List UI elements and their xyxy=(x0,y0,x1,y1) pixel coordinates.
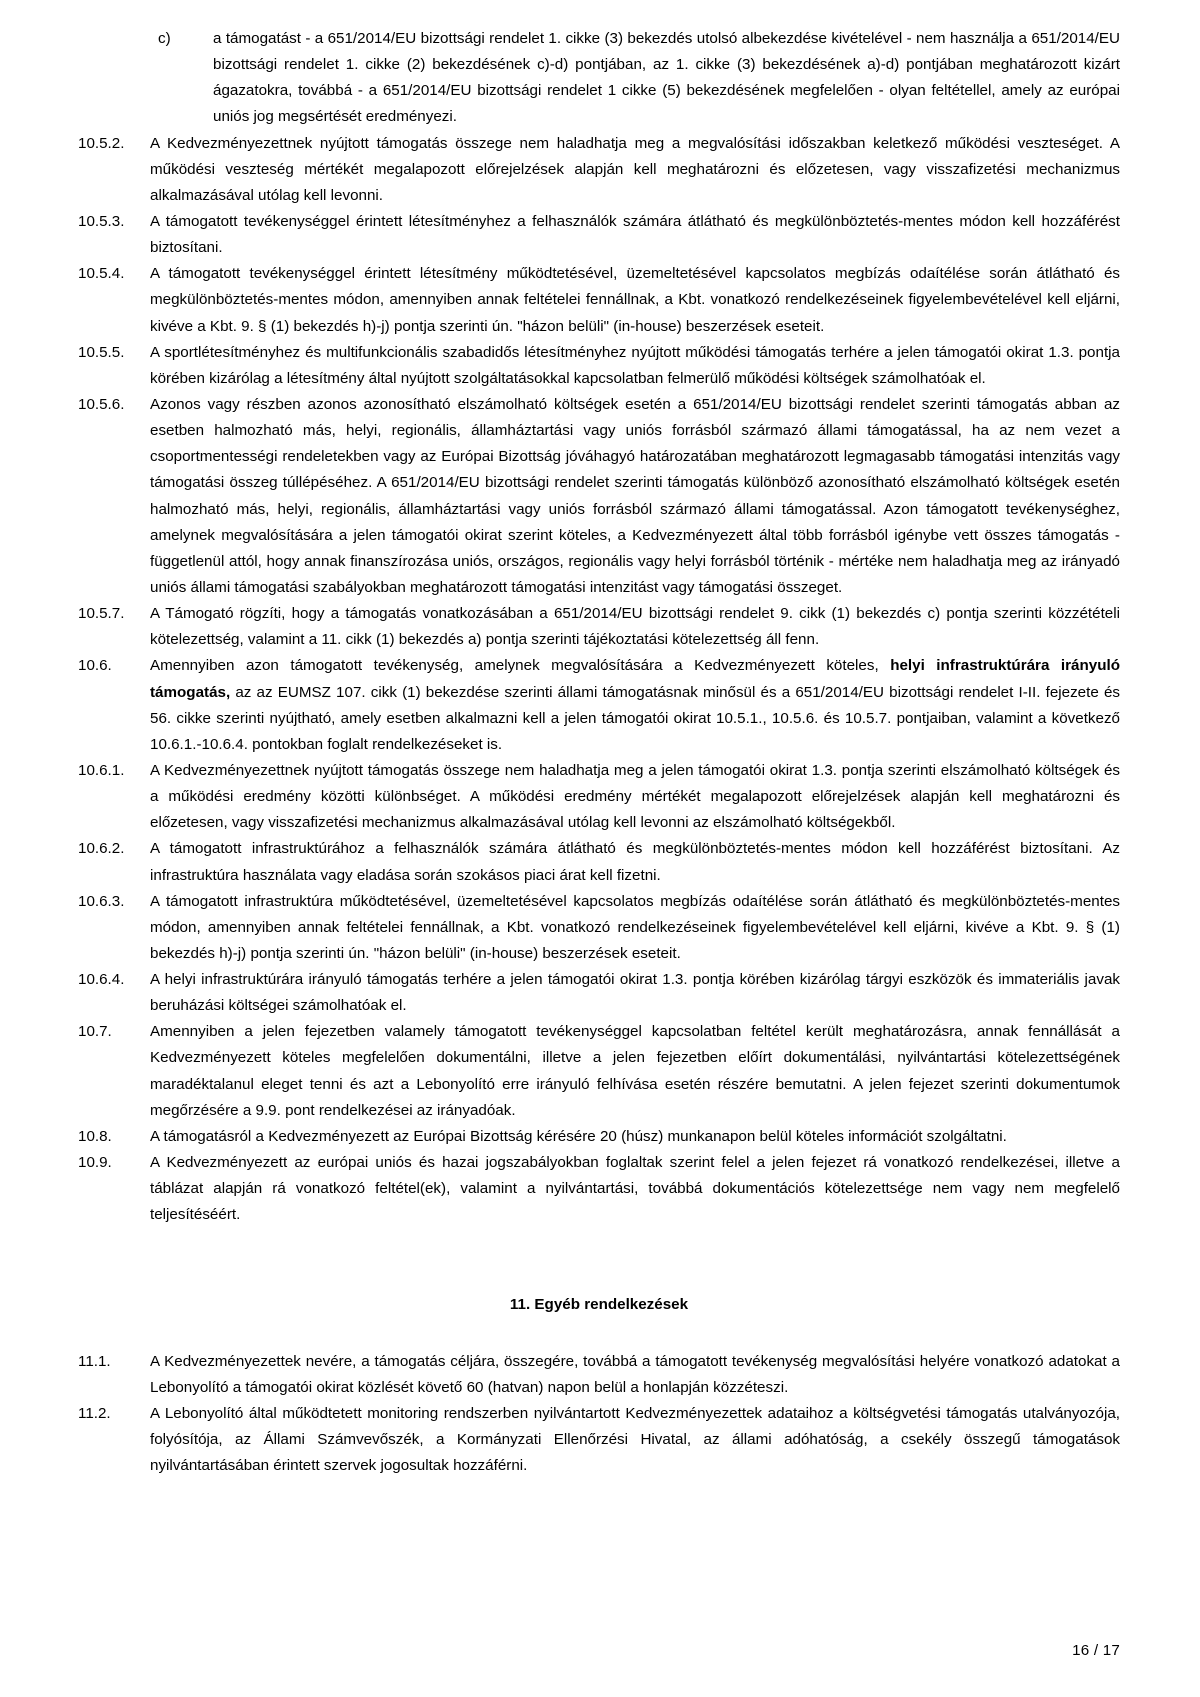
section-heading: 11. Egyéb rendelkezések xyxy=(509,1296,689,1314)
clause-number xyxy=(108,26,158,131)
clause-text: A sportlétesítményhez és multifunkcionális szabadidős létesítményhez nyújtott működési támogatás terhére a jelen támogatói okirat 1.3. pontja körében kizárólag a létesítmény által nyújtott szolgáltatásokkal kapcsolatban felmerülő működési költségek számolhatóak el. xyxy=(150,343,1120,387)
clause-item xyxy=(78,1150,1120,1228)
clause-text: A Kedvezményezett az európai uniós és hazai jogszabályokban foglaltak szerint felel a jelen fejezet rá vonatkozó rendelkezései, illetve a táblázat alapján rá vonatkozó feltétel(ek), valamint a nyilvántartási, továbbá dokumentációs kötelezettsége nem vagy nem megfelelő teljesítéséért. xyxy=(150,1154,1120,1224)
document-body xyxy=(78,26,1120,1479)
clause-number: 10.5.3. xyxy=(78,212,125,230)
clause-text: A támogatott tevékenységgel érintett létesítmény működtetésével, üzemeltetésével kapcsolatos megbízás odaítélése során átlátható és megkülönböztetés-mentes módon, amennyiben annak feltételei fennállnak, a Kbt. vonatkozó rendelkezéseinek figyelembevételével kell eljárni, kivéve a Kbt. 9. § (1) bekezdés h)-j) pontja szerinti ún. "házon belüli" (in-house) beszerzések eseteit. xyxy=(150,265,1120,335)
clause-number: 10.8. xyxy=(78,1127,112,1145)
clause-item xyxy=(78,1124,1120,1150)
clause-text: A Kedvezményezettek nevére, a támogatás céljára, összegére, továbbá a támogatott tevékenység megvalósítási helyére vonatkozó adatokat a Lebonyolító a támogatói okirat közlését követő 60 (hatvan) napon belül a honlapján közzéteszi. xyxy=(150,1352,1120,1396)
clause-item xyxy=(78,1349,1120,1401)
clause-number: 10.5.2. xyxy=(78,134,125,152)
clause-number: 11.2. xyxy=(78,1404,111,1422)
clause-item xyxy=(78,131,1120,209)
clause-item xyxy=(78,340,1120,392)
clause-item xyxy=(78,889,1120,967)
clause-number: 11.1. xyxy=(78,1352,111,1370)
clause-text: Azonos vagy részben azonos azonosítható elszámolható költségek esetén a 651/2014/EU bizottsági rendelet szerinti támogatás abban az esetben halmozható más, helyi, regionális, államháztartási vagy uniós forrásból származó állami támogatással, ha az nem vezet a csoportmentességi rendeletekben vagy az Európai Bizottság jóváhagyó határozatában meghatározott legmagasabb támogatási intenzitás vagy támogatási összeg túllépéséhez. A 651/2014/EU bizottsági rendelet szerinti támogatás különböző azonosítható elszámolható költségek esetén halmozható más, helyi, regionális, államháztartási vagy uniós forrásból származó állami támogatással. Azon támogatott tevékenységhez, amelynek megvalósítására a jelen támogatói okirat szerint köteles, a Kedvezményezett által több forrásból igénybe vett összes támogatás - függetlenül attól, hogy annak finanszírozása uniós, országos, regionális vagy helyi forrásból történik - mértéke nem haladhatja meg az irányadó uniós állami támogatási szabályokban meghatározott támogatási intenzitást vagy támogatási összeget. xyxy=(150,395,1120,596)
clause-number: 10.5.6. xyxy=(78,395,125,413)
clause-number: 10.6.4. xyxy=(78,971,125,989)
clause-number: 10.5.4. xyxy=(78,265,125,283)
clause-item xyxy=(78,758,1120,836)
clause-number: 10.6.3. xyxy=(78,892,125,910)
page-footer: 16 / 17 xyxy=(1072,1642,1120,1659)
clause-item xyxy=(78,209,1120,261)
clause-letter: c) xyxy=(158,30,171,47)
clause-item xyxy=(78,967,1120,1019)
clause-item xyxy=(78,261,1120,339)
clause-item xyxy=(108,26,1120,131)
clause-text: a támogatást - a 651/2014/EU bizottsági rendelet 1. cikke (3) bekezdés utolsó albekezdése kivételével - nem használja a 651/2014/EU bizottsági rendelet 1. cikke (2) bekezdésének c)-d) pontjában, az 1. cikke (3) bekezdésének a)-d) pontjában meghatározott kizárt ágazatokra, továbbá - a 651/2014/EU bizottsági rendelet 1 cikke (5) bekezdésének megfelelően - olyan feltétellel, amely az európai uniós jog megsértését eredményezi. xyxy=(213,30,1120,126)
clause-text: Amennyiben azon támogatott tevékenység, amelynek megvalósítására a Kedvezményezett köteles, helyi infrastruktúrára irányuló támogatás, az az EUMSZ 107. cikk (1) bekezdése szerinti állami támogatásnak minősül és a 651/2014/EU bizottsági rendelet I-II. fejezete és 56. cikke szerinti nyújtható, amely esetben alkalmazni kell a jelen támogatói okirat 10.5.1., 10.5.6. és 10.5.7. pontjaiban, valamint a következő 10.6.1.-10.6.4. pontokban foglalt rendelkezéseket is. xyxy=(150,657,1120,753)
clause-item xyxy=(78,392,1120,601)
clause-item xyxy=(78,836,1120,888)
clause-text: A támogatásról a Kedvezményezett az Európai Bizottság kérésére 20 (húsz) munkanapon belül köteles információt szolgáltatni. xyxy=(150,1127,1007,1145)
clause-number: 10.5.7. xyxy=(78,605,125,623)
clause-number: 10.5.5. xyxy=(78,343,125,361)
clause-text: A Lebonyolító által működtetett monitoring rendszerben nyilvántartott Kedvezményezettek adataihoz a költségvetési támogatás utalványozója, folyósítója, az Állami Számvevőszék, a Kormányzati Ellenőrzési Hivatal, az állami adóhatóság, a csekély összegű támogatások nyilvántartásában érintett szervek jogosultak hozzáférni. xyxy=(150,1404,1120,1475)
clause-item xyxy=(78,601,1120,653)
clause-item xyxy=(78,653,1120,758)
clause-number: 10.6.2. xyxy=(78,840,125,858)
clause-number: 10.9. xyxy=(78,1154,112,1172)
clause-item xyxy=(78,1019,1120,1124)
clause-text: A helyi infrastruktúrára irányuló támogatás terhére a jelen támogatói okirat 1.3. pontja körében kizárólag tárgyi eszközök és immateriális javak beruházási költségei számolhatóak el. xyxy=(150,971,1120,1015)
clause-text: A Kedvezményezettnek nyújtott támogatás összege nem haladhatja meg a jelen támogatói okirat 1.3. pontja szerinti elszámolható költségek és a működési eredmény közötti különbséget. A működési eredmény mértékét megalapozott előrejelzések alapján kell meghatározni és előzetesen, vagy visszafizetési mechanizmus alkalmazásával utólag kell levonni az elszámolható költségekből. xyxy=(150,761,1120,832)
clause-text: A támogatott infrastruktúrához a felhasználók számára átlátható és megkülönböztetés-mentes módon kell hozzáférést biztosítani. Az infrastruktúra használata vagy eladása során szokásos piaci árat kell fizetni. xyxy=(150,840,1120,884)
clause-number: 10.6. xyxy=(78,657,112,675)
clause-number: 10.7. xyxy=(78,1023,112,1041)
clause-text: A támogatott infrastruktúra működtetésével, üzemeltetésével kapcsolatos megbízás odaítélése során átlátható és megkülönböztetés-mentes módon, amennyiben annak feltételei fennállnak, a Kbt. vonatkozó rendelkezéseinek figyelembevételével kell eljárni, kivéve a Kbt. 9. § (1) bekezdés h)-j) pontja szerinti ún. "házon belüli" (in-house) beszerzések eseteit. xyxy=(150,892,1120,962)
clause-item xyxy=(78,1401,1120,1479)
clause-text: A Kedvezményezettnek nyújtott támogatás összege nem haladhatja meg a megvalósítási időszakban keletkező működési veszteséget. A működési veszteség mértékét megalapozott előrejelzések alapján kell meghatározni és előzetesen, vagy visszafizetési mechanizmus alkalmazásával utólag kell levonni. xyxy=(150,134,1120,204)
clause-text: A Támogató rögzíti, hogy a támogatás vonatkozásában a 651/2014/EU bizottsági rendelet 9. cikk (1) bekezdés c) pontja szerinti közzétételi kötelezettség, valamint a 11. cikk (1) bekezdés a) pontja szerinti tájékoztatási kötelezettség áll fenn. xyxy=(150,605,1120,649)
clause-text: A támogatott tevékenységgel érintett létesítményhez a felhasználók számára átlátható és megkülönböztetés-mentes módon kell hozzáférést biztosítani. xyxy=(150,212,1120,257)
clause-number: 10.6.1. xyxy=(78,761,125,779)
clause-text: Amennyiben a jelen fejezetben valamely támogatott tevékenységgel kapcsolatban feltétel került meghatározásra, annak fennállását a Kedvezményezett köteles megfelelően dokumentálni, illetve a jelen fejezetben előírt dokumentálási, nyilvántartási kötelezettségének maradéktalanul eleget tenni és azt a Lebonyolító erre irányuló felhívása esetén részére bemutatni. A jelen fejezet szerinti dokumentumok megőrzésére a 9.9. pont rendelkezései az irányadóak. xyxy=(150,1023,1120,1119)
